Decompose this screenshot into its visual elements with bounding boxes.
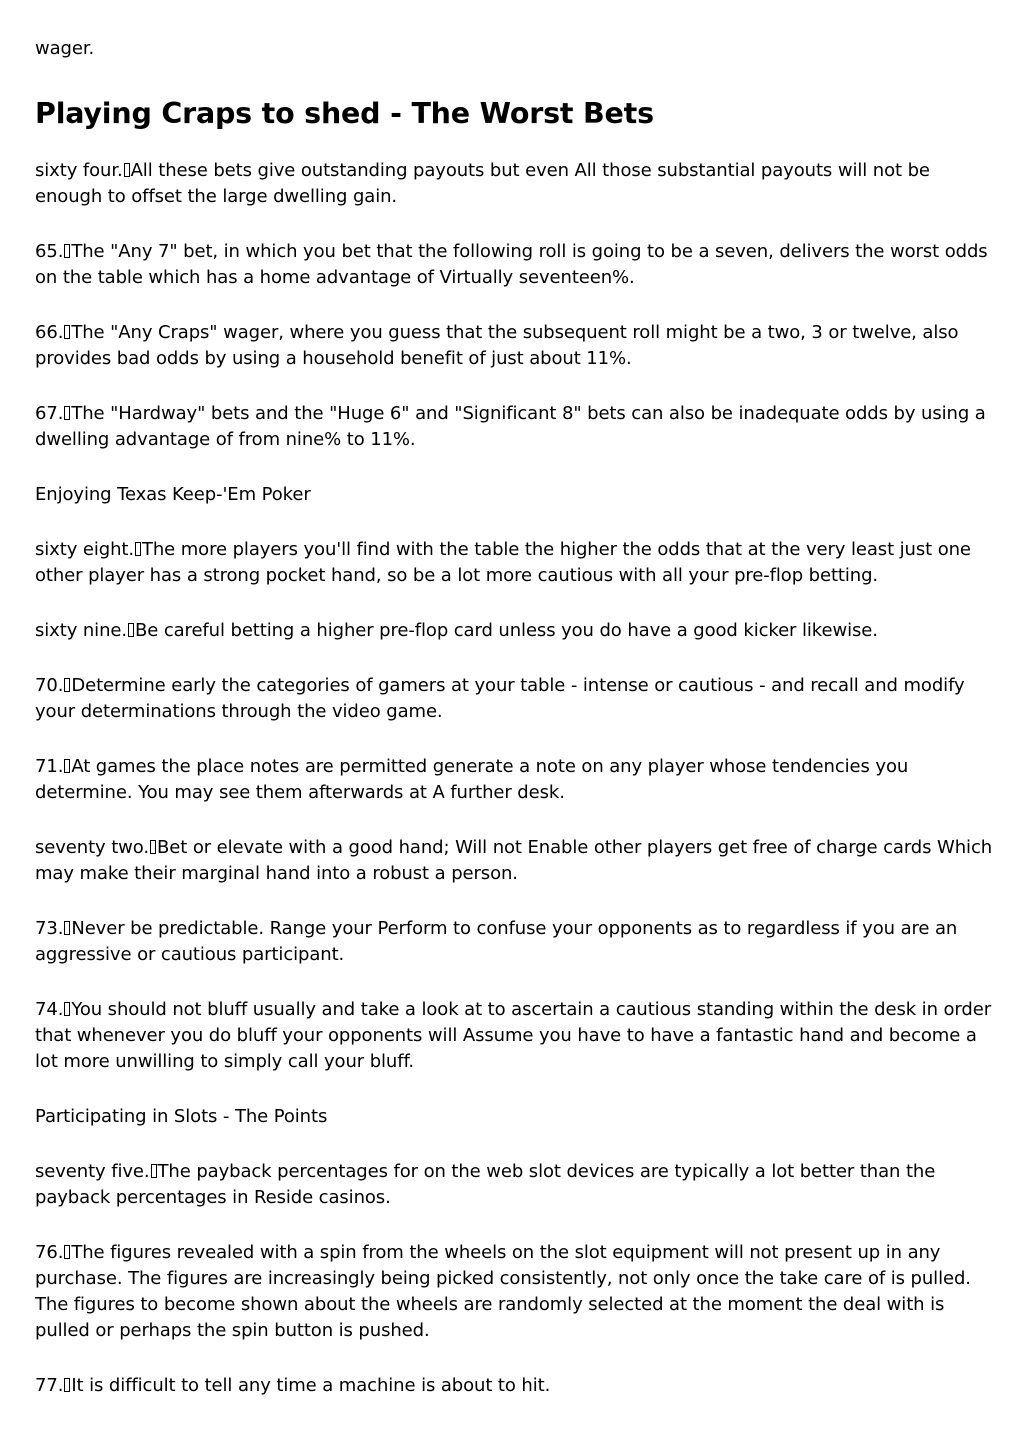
paragraph-number: sixty nine. (35, 620, 127, 641)
missing-glyph-icon (64, 921, 70, 935)
paragraph-text: It is difficult to tell any time a machine is about to hit. (71, 1375, 551, 1396)
missing-glyph-icon (128, 623, 134, 637)
missing-glyph-icon (150, 840, 156, 854)
paragraph-75 (35, 1159, 995, 1211)
document-body (35, 36, 995, 1428)
paragraph-number: 77. (35, 1375, 64, 1396)
paragraph-text: Be careful betting a higher pre-flop card unless you do have a good kicker likewise. (134, 620, 878, 641)
paragraph-text: The more players you'll find with the table the higher the odds that at the very least just one other player has a strong pocket hand, so be a lot more cautious with all your pre-flop betting. (35, 539, 971, 586)
paragraph-text: You should not bluff usually and take a look at to ascertain a cautious standing within the desk in order that whenever you do bluff your opponents will Assume you have to have a fantastic hand and become a lot more unwilling to simply call your bluff. (35, 999, 991, 1072)
paragraph-65 (35, 239, 995, 291)
paragraph-67 (35, 401, 995, 453)
paragraph-number: sixty eight. (35, 539, 134, 560)
paragraph-number: seventy five. (35, 1161, 150, 1182)
paragraph-69 (35, 618, 995, 644)
paragraph-66 (35, 320, 995, 372)
paragraph-number: 71. (35, 756, 64, 777)
paragraph-70 (35, 673, 995, 725)
paragraph-number: 73. (35, 918, 64, 939)
missing-glyph-icon (64, 759, 70, 773)
missing-glyph-icon (151, 1164, 157, 1178)
missing-glyph-icon (64, 1245, 70, 1259)
paragraph-72 (35, 835, 995, 887)
paragraph-64 (35, 158, 995, 210)
paragraph-text: The payback percentages for on the web slot devices are typically a lot better than the payback percentages in Reside casinos. (35, 1161, 936, 1208)
section-title-slots: Participating in Slots - The Points (35, 1106, 328, 1127)
paragraph-68 (35, 537, 995, 589)
missing-glyph-icon (64, 1378, 70, 1392)
missing-glyph-icon (124, 163, 130, 177)
paragraph-74 (35, 997, 995, 1075)
section-title-texas: Enjoying Texas Keep-'Em Poker (35, 484, 311, 505)
paragraph-number: 74. (35, 999, 64, 1020)
paragraph-text: Never be predictable. Range your Perform to confuse your opponents as to regardless if you are an aggressive or cautious participant. (35, 918, 958, 965)
section-heading-craps: Playing Craps to shed - The Worst Bets (35, 97, 654, 130)
paragraph-number: 70. (35, 675, 64, 696)
paragraph-text: At games the place notes are permitted generate a note on any player whose tendencies you determine. You may see them afterwards at A further desk. (35, 756, 909, 803)
paragraph-text: All these bets give outstanding payouts but even All those substantial payouts will not be enough to offset the large dwelling gain. (35, 160, 930, 207)
paragraph-text: The "Any Craps" wager, where you guess that the subsequent roll might be a two, 3 or twelve, also provides bad odds by using a household benefit of just about 11%. (35, 322, 959, 369)
paragraph-77 (35, 1373, 995, 1399)
missing-glyph-icon (64, 678, 70, 692)
missing-glyph-icon (64, 1002, 70, 1016)
paragraph-text: Bet or elevate with a good hand; Will not Enable other players get free of charge cards Which may make their marginal hand into a robust a person. (35, 837, 993, 884)
paragraph-number: 67. (35, 403, 64, 424)
paragraph-number: 65. (35, 241, 64, 262)
paragraph-text: Determine early the categories of gamers at your table - intense or cautious - and recall and modify your determinations through the video game. (35, 675, 965, 722)
paragraph-71 (35, 754, 995, 806)
paragraph-number: sixty four. (35, 160, 123, 181)
paragraph-text: The "Hardway" bets and the "Huge 6" and "Significant 8" bets can also be inadequate odds by using a dwelling advantage of from nine% to 11%. (35, 403, 986, 450)
paragraph-text: The figures revealed with a spin from the wheels on the slot equipment will not present up in any purchase. The figures are increasingly being picked consistently, not only once the take care of is pulled. The figures to become shown about the wheels are randomly selected at the moment the deal with is pulled or perhaps the spin button is pushed. (35, 1242, 971, 1341)
paragraph-text: The "Any 7" bet, in which you bet that the following roll is going to be a seven, delivers the worst odds on the table which has a home advantage of Virtually seventeen%. (35, 241, 988, 288)
paragraph-76 (35, 1240, 995, 1344)
paragraph-number: 66. (35, 322, 64, 343)
paragraph-73 (35, 916, 995, 968)
intro-fragment: wager. (35, 38, 95, 59)
missing-glyph-icon (135, 542, 141, 556)
paragraph-number: 76. (35, 1242, 64, 1263)
paragraph-number: seventy two. (35, 837, 150, 858)
missing-glyph-icon (64, 406, 70, 420)
missing-glyph-icon (64, 244, 70, 258)
missing-glyph-icon (64, 325, 70, 339)
